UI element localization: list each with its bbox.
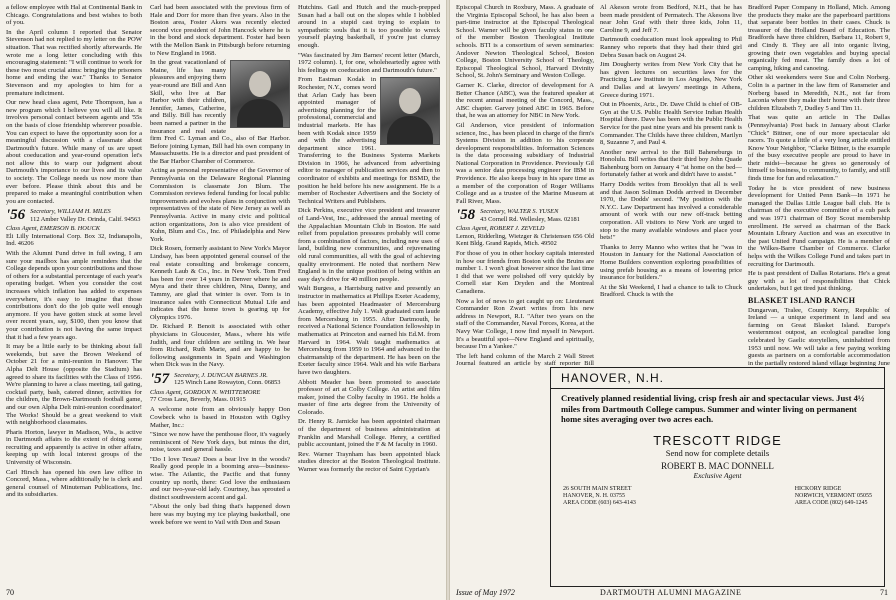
- ad-address-right: HICKORY RIDGE NORWICH, VERMONT 05055 AREA CODE (802) 649-1245: [794, 485, 872, 506]
- ad-agent-name: ROBERT B. MAC DONNELL: [661, 460, 774, 471]
- ad-address-left: 26 SOUTH MAIN STREET HANOVER, N. H. 03755 AREA CODE (603) 643-4143: [563, 485, 636, 506]
- paragraph: Abbott Meader has been promoted to associate professor of art at Colby College. An artist and film maker, joined the Colby faculty in 1961. He holds a master of fine arts degree from the University of Colorado.: [298, 378, 440, 416]
- secretary-address: 43 Cornell Rd. Wellesley, Mass. 02181: [480, 215, 580, 223]
- right-column-3: [748, 4, 890, 366]
- paragraph: A welcome note from an obviously happy Don Cowbeck who is based in Houston with Ogilvy Mather, Inc.:: [150, 406, 290, 429]
- paragraph: Jim Dougherty writes from New York City that he has given lectures on securities laws for the Practicing Law Institute in Los Angeles, New York and Dallas and at lawyers' meetings in Athens, Greece during 1971.: [600, 61, 742, 99]
- class-year: '58: [456, 207, 476, 224]
- left-column-3: [298, 4, 440, 582]
- paragraph: a fellow employee with Hal at Continental Bank in Chicago. Congratulations and best wishes to both of you.: [6, 4, 142, 27]
- paragraph: Now a lot of news to get caught up on: Lieutenant Commander Ron Zwart writes from his new address in Newport, R.I. "After two years on the staff of the Commander, Naval Forces, Korea, at the Navy War College, I now find myself in Newport. It's a beautiful spot—New England and spiritually, because I'm a Yankee.": [456, 297, 594, 351]
- left-column-1: [6, 4, 142, 582]
- paragraph: Our new head class agent, Pete Thompson, has a new program which I believe you will all like. It involves personal contact between agents and '55s on the basis of close friendship wherever possible. You can expect to have the opportunity soon for a meaningful discussion with a classmate about Dartmouth's future. While many of us are upset about coeducation and year-round operation let's not allow this to warp our judgment about Dartmouth's importance to our lives and its value to society. The College needs us now more than ever before. Please think about this and be prepared to make a meaningful contribution when you are contacted.: [6, 99, 142, 205]
- ad-agent-role: Exclusive Agent: [693, 470, 742, 480]
- secretary-name: Secretary, J. DUNCAN BARNES JR.: [174, 371, 268, 379]
- class-agent-address: Eli Lilly International Corp. Box 32, Indianapolis, Ind. 46206: [6, 232, 142, 247]
- paragraph: Acting as personal representative of the Governor of Pennsylvania on the Delaware Regional Planning Commission is classmate Jon Blum. The Commission reviews federal funding for local public improvements and evolves plans in conjunction with representatives of the state of New Jersey as well as Pennsylvania. Active in many civic and political action organizations, Jon is also vice president of Kuhn, Blum and Co., Inc. of Philadelphia and New York.: [150, 167, 290, 243]
- paragraph: "Was fascinated by Jim Barnes' recent letter (March, 1972 column). I, for one, wholeheartedly agree with his feelings on coeducation and Dartmouth's future.": [298, 51, 440, 74]
- blasket-heading: BLASKET ISLAND RANCH: [748, 295, 856, 305]
- paragraph: Other ski weekenders were Sue and Colin Norberg. Colin is a partner in the law firm of Ransmeier and Norberg based in Meredith, N.H., not far from Laconia where they make their home with their three children Elizabeth 7, Dudley 5 and Tim 11.: [748, 74, 890, 112]
- paragraph: Gil Anderson, vice president of information science, Inc., has been placed in charge of the firm's Systems Division in addition to his corporate development responsibilities. Information Sciences is the data processing subsidiary of Industrial National Corporation in Providence. Previously Gil was a senior data processing engineer for IBM in Providence. He also keeps busy in his spare time as a member of the corporation of Roger Williams College and as a trustee of the Marine Museum at Fall River, Mass.: [456, 121, 594, 205]
- ad-addresses: [551, 480, 884, 507]
- paragraph: Al Akeson wrote from Bedford, N.H., that he has been made president of Permatech. The Akesons live near John Graf with their three kids, John 11, Caroline 9, and Jeff 7.: [600, 4, 742, 34]
- class-header-57: [150, 372, 290, 387]
- trescott-ridge-ad[interactable]: [550, 367, 885, 587]
- paragraph: With the Alumni Fund drive in full swing, I am sure your mailbox has ample reminders that the College depends upon your contributions and those of others for a substantial percentage of each year's operating budget. When you consider the cost increases which inflation has added to expenses everywhere, it's easy to imagine that those contributions don't do the job quite well enough anymore. If you have gotten stuck at some level over recent years, say, $100, then you know that your contribution is not having the same impact that it had a few years ago.: [6, 250, 142, 341]
- left-page: [0, 0, 446, 600]
- left-column-2: [150, 4, 290, 582]
- paragraph: It may be a little early to be thinking about fall weekends, but save the Brown Weekend of October 21 for a mini-reunion in Hanover. The Alpha Delt House (opposite the Stadium) has agreed to share its facilities with the Class of 1956. We're planning to have a class meeting, tail gating, cocktail party, bash, catered dinner, activities for the children, the Brown-Dartmouth football game, and our own Alpha Delt mini-reunion coordinator! The Works! Should be a great weekend to visit with neighborhood classmates.: [6, 343, 142, 427]
- paragraph: Dick Perkins, executive vice president and treasurer of Land-Vest, Inc., addressed the annual meeting of the Appalachian Mountain Club in Boston. He said relief from population pressures probably will come from a combination of factors, including new uses of land, building new communities, and rejuvenating old rural communities, all with the goal of achieving quality environment. He noted that northern New England is in the unique position of being within an easy day's drive for 40 million people.: [298, 207, 440, 283]
- paragraph: Garner K. Clarke, director of development for A Better Chance (ABC), was the featured speaker at the recent annual meeting of the Concord, Mass., ABC chapter. Garvey joined ABC in 1965. Before that, he was an attorney for NBC in New York.: [456, 81, 594, 120]
- class-header-56: [6, 208, 142, 223]
- class-agent: Class Agent, EMERSON B. HOUCK: [6, 225, 100, 233]
- right-column-2: [600, 4, 742, 366]
- ad-banner-title: HANOVER, N.H.: [561, 371, 665, 385]
- paragraph: In the April column I reported that Senator Stevenson had not replied to my letter on the POW situation. That was rectified shortly afterwards. He wrote me a long letter concluding with this encouraging statement: "I will continue to work for these two most crucial aims: bringing the prisoners home and ending the war." Thanks to Senator Stevenson and my apologies to him for a premature indictment.: [6, 28, 142, 97]
- paragraph: Rev. Warner Traynham has been appointed black studies director at the Boston Theological Institute. Warner was formerly the rector of Saint Cyprian's: [298, 450, 440, 474]
- secretary-address: 112 Amber Valley Dr. Orinda, Calif. 94563: [30, 215, 141, 223]
- paragraph: Thanks to Jerry Manno who writes that he "was in Houston in January for the National Association of Home Builders convention exploring possibilities of using prefab housing as a means of lowering price insurance for builders.": [600, 243, 742, 282]
- paragraph: Dartmouth coeducation must look appealing to Phil Ranney who reports that they had their third girl Debra Susan back on August 24.: [600, 36, 742, 59]
- class-agent: Class Agent, GORDON N. WHITTEMORE: [150, 388, 261, 396]
- page-number: 71: [880, 588, 888, 597]
- issue-label: Issue of May 1972: [456, 588, 515, 597]
- paragraph: Carl had been associated with the previous firm of Hale and Dorr for more than five years. Also in the Boston area, Foster Akers was recently elected second vice president of John Hancock where he is in the bond and stock department. Foster had been with the Mellon Bank in Pittsburgh before returning to New England in 1968.: [150, 4, 290, 57]
- paragraph: Hutchins. Gail and Hutch and the much-prepped Susan had a ball out on the slopes while I hobbled around in a stupid cast trying to explain to sympathetic souls that it is too possible to wreck yourself playing basketball, if you're just clumsy enough.: [298, 4, 440, 49]
- class-year: '56: [6, 207, 26, 224]
- class-agent-address: 77 Cross Lane, Beverly, Mass. 01915: [150, 396, 246, 404]
- paragraph: Episcopal Church in Roxbury, Mass. A graduate of the Virginia Episcopal School, he has also been a part-time instructor at the Episcopal Theological School. Warner will be given faculty status in one of the member Boston Theological Institute schools. BTI is a consortium of seven seminaries: Andover Newton Theological School, Boston College, Boston University School of Theology, Episcopal Theological School, Harvard Divinity School, St. John's Seminary and Weston College.: [456, 4, 594, 80]
- blasket-text: Dungarvan, Tralee, County Kerry, Republic of Ireland — a unique experiment in land and sea farming on Great Blasket Island. Europe's westernmost outpost, an ecological paradise long celebrated by Gaelic storytellers, uninhabited from 1953 until now. We will take a few paying working guests as partners on a comfortable accommodation in the partially restored island village beginning June: [748, 306, 890, 366]
- paragraph: The left hand column of the March 2 Wall Street Journal featured an article by staff reporter Bill: [456, 352, 594, 366]
- paragraph: In the great vacationland of Maine, life has many pleasures and enjoying them year-round are Bill and Ann Skill, who live at Bar Harbor with their children, Jennifer, James, Catherine, and Billy. Bill has recently been named a partner in the insurance and real estate firm Fred C. Lyman and Co., also of Bar Harbor. Before joining Lyman, Bill had his own company in Massachusetts. He is a director and past president of the Bar Harbor Chamber of Commerce.: [150, 59, 290, 165]
- class-year: '57: [150, 370, 170, 387]
- class-agent-address: Lemon, Ridderling, Wietzger & Christensen 656 Old Kent Bldg. Grand Rapids, Mich. 49502: [456, 232, 594, 247]
- paragraph: At the Ski Weekend, I had a chance to talk to Chuck Bradford. Chuck is with the: [600, 283, 742, 299]
- paragraph: "About the only bad thing that's happened down here was my buying my ice playing basketball, one week before we went to Vail with Don and Susan: [150, 503, 290, 526]
- class-header-58: [456, 208, 594, 223]
- secretary-name: Secretary, WALTER S. YUSEN: [480, 208, 559, 216]
- paragraph: Bradford Paper Company in Holland, Mich. Among the products they make are the paperboard partitions that separate beer bottles in their cases. Chuck is treasurer of the Holland Board of Education. The Bradfords have three children, Barbara 11, Robert 9, and Cindy 8. They are all into organic living, growing their own vegetables and buying special organically fed meat. The family does a lot of camping, hiking and canoeing.: [748, 4, 890, 72]
- paragraph: Pharis Horton, lawyer in Madison, Wis., is active in Dartmouth affairs to the extent of doing some recruiting and apparently is active in other affairs, keeping up with local interest groups of the University of Wisconsin.: [6, 428, 142, 467]
- secretary-address: 125 Winch Lane Rowayton, Conn. 06853: [174, 379, 281, 387]
- class-agent: Class Agent, ROBERT J. ZEVELD: [456, 225, 545, 233]
- paragraph: Carl Hirsch has opened his own law office in Concord, Mass., where additionally he is clerk and general counsel of Minuteman Publications, Inc. and its subsidiaries.: [6, 468, 142, 499]
- ad-subtitle: Send now for complete details: [665, 447, 770, 458]
- paragraph: "Do I love Texas? Does a bear live in the woods? Really good people in a booming area—business-wise. The Atlantic, the Pacific and that funny country up north, there: God love the enthusiasm and our two-year-old lady. Courtney, has sprouted a distinct southwestern accent and gal.: [150, 455, 290, 501]
- paragraph: That was quite an article in The Dallas (Pennsylvania) Post back in January about Clarke "Chick" Bittner, one of our more spectacular ski racers. To quote a little of a very long article entitled Know Your Neighbor, "Clarke Bittner, is the example of the busy executive people are proud to have in their midst—because he gives so generously of himself to business, to community, to family, and still finds time for fun and relaxation.": [748, 114, 890, 183]
- paragraph: Harry Dodds writes from Brooklyn that all is well and that Jason Soliman Dodds arrived in December 1970, the Dodds' second. "My position with the N.Y.C. Law Department has involved a considerable amount of work with our new off-track betting corporation. All visitors to New York are urged to stop to the many available windows and place your bets!": [600, 181, 742, 242]
- portrait-photo: [380, 77, 440, 145]
- paragraph: Dick Rosen, formerly assistant to New York's Mayor Lindsay, has been appointed general counsel of the real estate consulting and brokerage concern, Kenneth Laub & Co., Inc. in New York. Tom Fred has been for over 14 years in Denver where he and Myra and their three children, Nina, Danny, and Tammy, are glad that winter is over. Tom is in insurance sales with Connecticut Mutual Life and indicates that the home town is gearing up for Olympics 1976.: [150, 245, 290, 321]
- paragraph: From Eastman Kodak in Rochester, N.Y., comes word that Arlan Cady has been appointed manager of advertising planning for the professional, commercial and industrial markets. He has been with Kodak since 1959 and with the advertising department since 1961. Transferring to the Business Systems Markets Division in 1966, he advanced from advertising editor to manager of publication services and then to coordinator of exhibits and meetings for BSMD, the position he held before his new assignment. He is a member of Rochester Advertisers and the Society of Technical Writers and Publishers.: [298, 76, 440, 205]
- paragraph: For those of you in other hockey capitals interested in how our friends from Boston with the Bruins are number 1. I won't gloat however since the last time I did that we were polished off very quickly by Cornell star Ken Dryden and the Montreal Canadiens.: [456, 250, 594, 296]
- magazine-title: DARTMOUTH ALUMNI MAGAZINE: [600, 588, 742, 597]
- right-column-1: [456, 4, 594, 366]
- paragraph: He is past president of Dallas Rotarians. He's a great guy with a lot of responsibilities that Chick undertakes, but I get tired just thinking.: [748, 270, 890, 293]
- paragraph: Dr. Richard P. Benoit is associated with other physicians in Gloucester, Mass., where his wife Judith, and four children are settling in. We hear from Richard, Ruth Marie, and are happy to be following assignments in Spain and Washington when Dick was in the Navy.: [150, 323, 290, 369]
- paragraph: Walt Burgess, a Harrisburg native and presently an instructor in mathematics at Phillips Exeter Academy, has been appointed Headmaster of Mercersburg Academy, effective July 1. Walt graduated cum laude from Mercersburg in 1955. After Dartmouth, he received a National Science Foundation fellowship in mathematics at Princeton and earned his Ed.M. from Harvard in 1964. Walt taught mathematics at Mercersburg from 1959 to 1964 and advanced to the chairmanship of the department. He has been on the Exeter faculty since 1964. Walt and his wife Barbara have two daughters.: [298, 285, 440, 376]
- paragraph: Another new arrival to the Bill Baheneburgs in Honolulu. Bill writes that their third boy John Quade Bahenburg born on January 4 "at home on the bed—fortunately father at work and didn't have to assist.": [600, 148, 742, 179]
- right-page: [450, 0, 896, 600]
- paragraph: Out in Phoenix, Ariz., Dr. Dave Child is chief of OB-Gyn at the U.S. Public Health Service Indian Health Hospital there. Dave has been with the Public Health Service for the past nine years and his present rank is Commander. The Childs have three children, Marilyn 8, Suzanne 7, and Paul 4.: [600, 101, 742, 147]
- ad-blurb: Creatively planned residential living, crisp fresh air and spectacular views. Just 4½ miles from Dartmouth College campus. Summer and winter living on permanent home sites averaging over two acres each.: [561, 393, 865, 424]
- ad-property-name: TRESCOTT RIDGE: [653, 432, 782, 448]
- portrait-photo: [230, 60, 290, 128]
- paragraph: Dr. Henry R. Jarnicke has been appointed chairman of the department of business administration at Franklin and Marshall College. Henry, a certified public accountant, joined the F & M faculty in 1960.: [298, 418, 440, 449]
- paragraph: Today he is vice president of new business development for United Penn Bank—In 1971 he managed the Dallas Little League ball club. He is chairman of the executive committee of a cub pack and was 1971 chairman of Boy Scout membership enrollment. He served as chairman of the Back Mountain Library Auction and was an executive in the past United Fund campaign. He is a member of the Wilkes-Barre Chamber of Commerce. Clarke helps with the Wilkes College Fund and takes part in recruiting for Dartmouth.: [748, 184, 890, 268]
- secretary-name: Secretary, WILLIAM H. MILES: [30, 208, 111, 216]
- page-number: 70: [6, 588, 14, 597]
- paragraph: "Since we now have the penthouse floor, it's vaguely reminiscent of New York days, but minus the dirt, noise, taxes and general hassle.: [150, 431, 290, 454]
